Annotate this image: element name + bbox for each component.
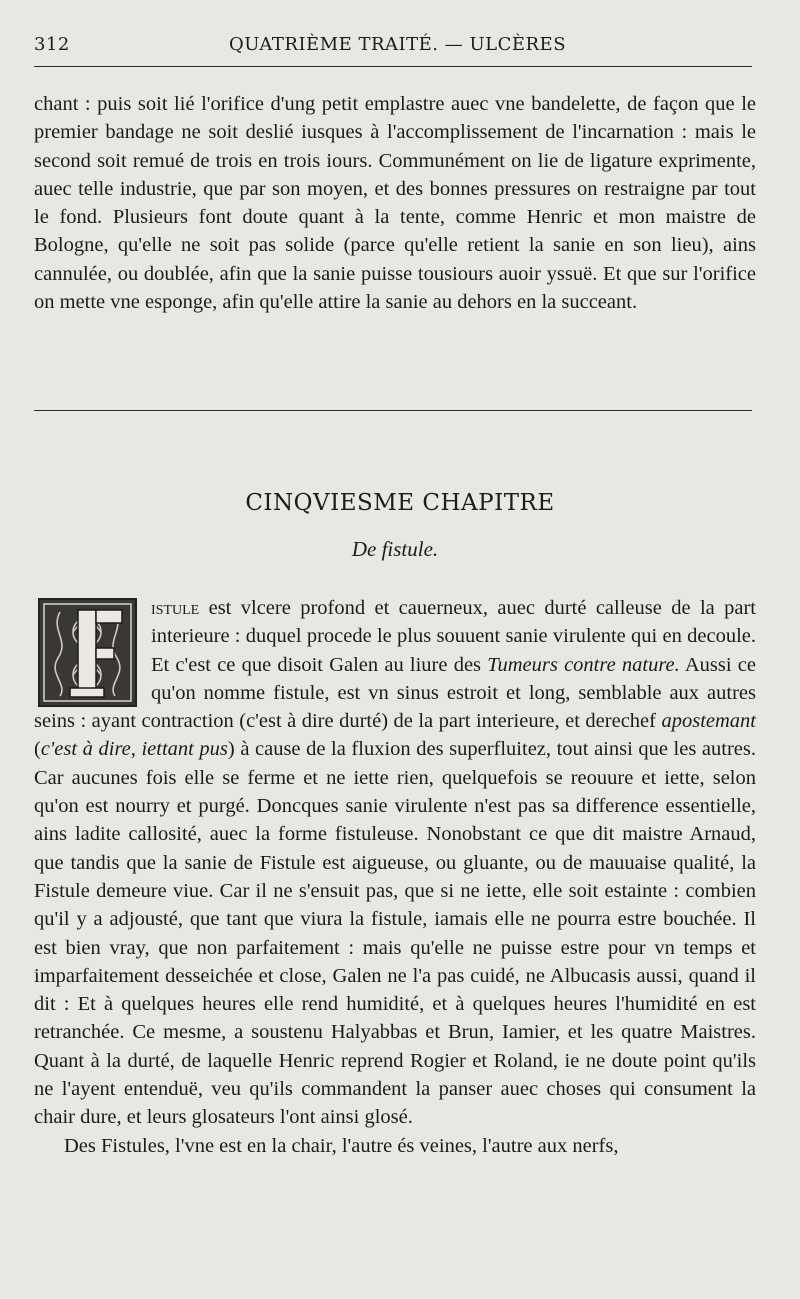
- running-head: [34, 30, 752, 60]
- running-title: QUATRIÈME TRAITÉ. — ULCÈRES: [229, 34, 567, 55]
- body-paragraph-2: Des Fistules, l'vne est en la chair, l'autre és veines, l'autre aux nerfs,: [64, 1134, 619, 1157]
- italic-run: apostemant: [661, 710, 756, 733]
- page-number: 312: [34, 34, 70, 55]
- top-paragraph-block: [34, 90, 756, 316]
- text-run: est vlcere profond et cauerneux, auec durté calleuse de la part interieure : duquel procede le plus souuent sanie virulente qui en decoule. Et c'est ce que disoit Galen au liure des: [151, 597, 756, 676]
- italic-run: Tumeurs contre nature.: [487, 653, 680, 676]
- text-run: (: [34, 738, 41, 761]
- italic-run: c'est à dire, iettant pus: [40, 738, 228, 761]
- ornamental-initial: [38, 598, 137, 707]
- header-rule: [34, 66, 752, 67]
- top-paragraph: chant : puis soit lié l'orifice d'ung petit emplastre auec vne bandelette, de façon que le premier bandage ne soit deslié iusques à l'accomplissement de l'incarnation : mais le second soit remué de trois en trois iours. Communément on lie de ligature exprimente, auec telle industrie, que par son moyen, et des bonnes pressures on restraigne par tout le fond. Plusieurs font doute quant à la tente, comme Henric et mon maistre de Bologne, qu'elle ne soit pas solide (parce qu'elle retient la sanie en son lieu), ains cannulée, ou doublée, afin que la sanie puisse tousiours auoir yssuë. Et que sur l'orifice on mette vne esponge, afin qu'elle attire la sanie au dehors en la succeant.: [34, 93, 756, 314]
- section-divider: [34, 410, 752, 411]
- chapter-subtitle: De fistule.: [351, 537, 439, 561]
- text-run: ) à cause de la fluxion des superfluitez, tout ainsi que les autres. Car aucunes fois elle se ferme et ne iette rien, quelquefois se reouure et iette, selon qu'on est nourry et purgé. Doncques sanie virulente n'est pas sa difference essentielle, ains ladite callosité, auec la forme fistuleuse. Nonobstant ce que dit maistre Arnaud, que tandis que la sanie de Fistule est aigueuse, ou gluante, ou de mauuaise qualité, la Fistule demeure viue. Car il ne s'ensuit pas, que si ne iette, elle soit estainte : combien qu'il y a adjousté, que tant que viura la fistule, iamais elle ne pourra estre bouchée. Il est bien vray, que non parfaitement : mais qu'elle ne puisse estre pour vn temps et imparfaitement desseichée et close, Galen ne l'a pas cuidé, ne Albucasis aussi, quand il dit : Et à quelques heures elle rend humidité, et à quelques heures l'humidité en est retranchée. Ce mesme, a soustenu Halyabbas et Brun, Iamier, et les quatre Maistres. Quant à la durté, de laquelle Henric reprend Rogier et Roland, ie ne doute point qu'ils ne l'ayent entenduë, veu qu'ils commandent la panser auec choses qui consument la chair dure, et leurs glosateurs l'ont ainsi glosé.: [34, 738, 756, 1129]
- text-run: Aussi ce qu'on nomme fistule, est vn sinus estroit et long, semblable aux autres seins : ayant contraction (c'est à dire durté) de la part interieure, et derechef: [34, 653, 756, 733]
- ornamental-initial-image: [40, 600, 135, 705]
- chapter-title: CINQVIESME CHAPITRE: [245, 490, 555, 516]
- lead-smallcaps: istule: [151, 597, 200, 619]
- body-paragraph-1: [34, 594, 756, 1132]
- chapter-body: [34, 594, 756, 1160]
